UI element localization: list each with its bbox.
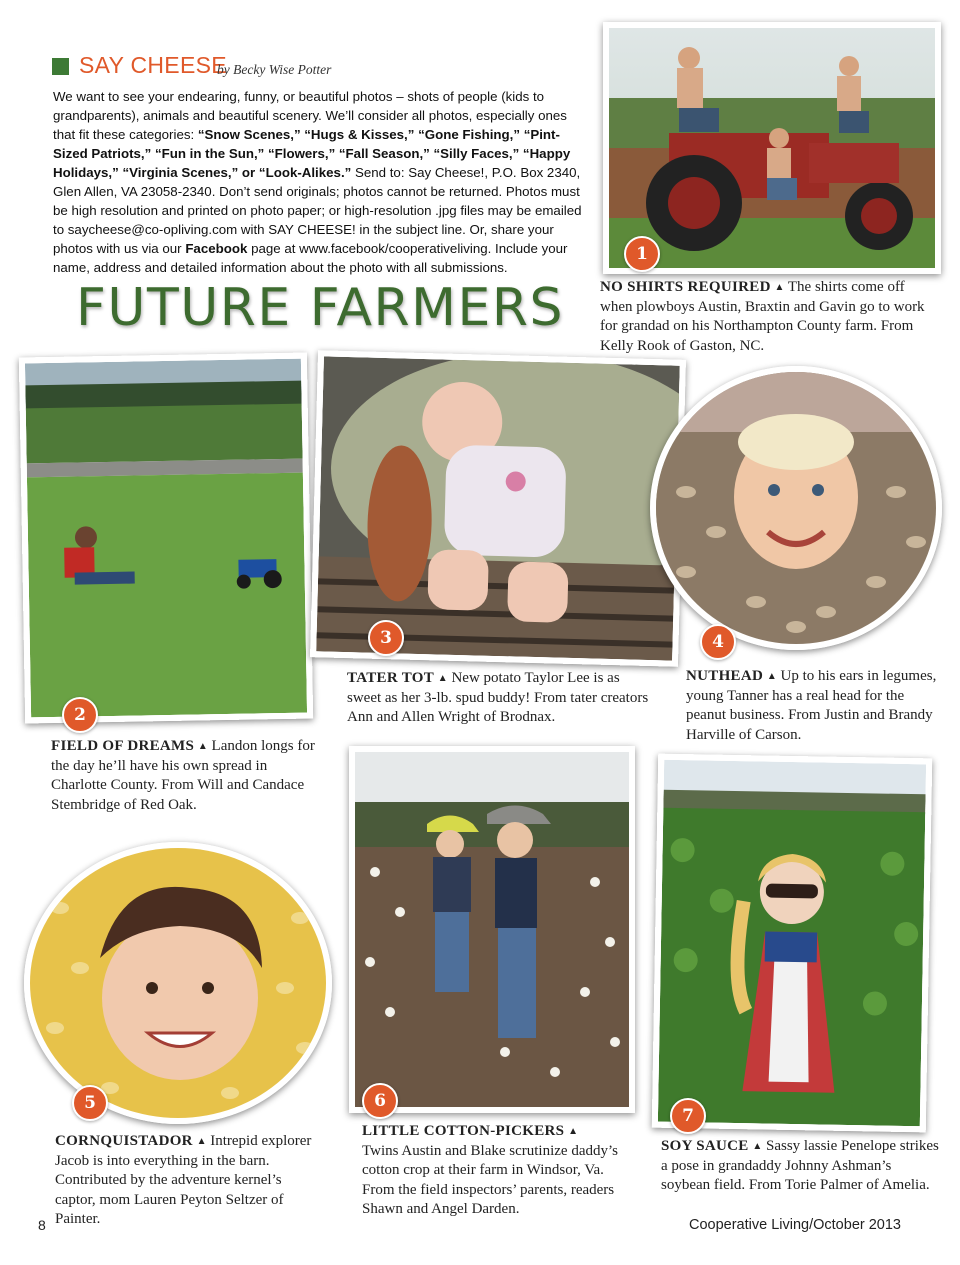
caption-7 (661, 1137, 943, 1196)
feature-headline: FUTURE FARMERS (76, 278, 565, 338)
caption-6 (362, 1122, 632, 1220)
photo-cornquistador (24, 842, 332, 1124)
caption-title: NUTHEAD (686, 668, 764, 684)
caption-text: Landon longs for the day he’ll have his own spread in Charlotte County. From Will and Candace Stembridge of Red Oak. (51, 738, 315, 813)
caption-text: Up to his ears in legumes, young Tanner has a real head for the peanut business. From Justin and Brandy Harville of Carson. (686, 668, 937, 743)
triangle-icon: ▲ (568, 1126, 578, 1137)
caption-title: NO SHIRTS REQUIRED (600, 279, 771, 295)
caption-title: TATER TOT (347, 670, 435, 686)
publication-footer: Cooperative Living/October 2013 (689, 1217, 901, 1233)
caption-4 (686, 667, 942, 745)
intro-text: We want to see your endearing, funny, or beautiful photos – shots of people (kids to grandparents), animals and beautiful scenery. We’ll consider all photos, especially ones that fit these categories: (53, 89, 567, 142)
photo-number-badge: 3 (368, 620, 404, 656)
caption-title: SOY SAUCE (661, 1138, 749, 1154)
intro-paragraph (53, 87, 588, 277)
section-marker-square (52, 58, 69, 75)
caption-text: The shirts come off when plowboys Austin, Braxtin and Gavin go to work for grandad on his Northampton County farm. From Kelly Rook of Gaston, NC. (600, 279, 925, 354)
caption-title: FIELD OF DREAMS (51, 738, 195, 754)
intro-text: page at www.facebook/cooperativeliving. Include your name, address and detailed information about the photo with all submissions. (53, 241, 568, 275)
caption-title: CORNQUISTADOR (55, 1133, 193, 1149)
triangle-icon: ▲ (197, 741, 208, 752)
triangle-icon: ▲ (437, 673, 448, 684)
photo-number-badge: 4 (700, 624, 736, 660)
caption-text: New potato Taylor Lee is as sweet as her 3-lb. spud buddy! From tater creators Ann and Allen Wright of Brodnax. (347, 670, 649, 725)
caption-text: Twins Austin and Blake scrutinize daddy’s cotton crop at their farm in Windsor, Va. From the field inspectors’ parents, readers Shawn and Angel Darden. (362, 1142, 618, 1217)
intro-categories: “Snow Scenes,” “Hugs & Kisses,” “Gone Fishing,” “Pint-Sized Patriots,” “Fun in the Sun,” “Flowers,” “Fall Season,” “Silly Faces,” “Happy Holidays,” “Virginia Scenes,” or “Look-Alikes.” (53, 127, 571, 180)
triangle-icon: ▲ (196, 1136, 207, 1147)
photo-tater-tot (310, 350, 686, 667)
caption-2 (51, 737, 323, 815)
intro-text: Send to: Say Cheese!, P.O. Box 2340, Glen Allen, VA 23058-2340. Don’t send originals; photos cannot be returned. Photos must be high resolution and printed on photo paper; or high-resolution .jpg files may be emailed to saycheese@co-opliving.com with SAY CHEESE! in the subject line. Or, share your photos with us via our (53, 165, 582, 256)
photo-number-badge: 2 (62, 697, 98, 733)
photo-number-badge: 6 (362, 1083, 398, 1119)
column-title: SAY CHEESE (79, 52, 227, 78)
photo-nuthead (650, 366, 942, 650)
photo-little-cotton-pickers (349, 746, 635, 1113)
caption-text: Intrepid explorer Jacob is into everything in the barn. Contributed by the adventure kernel’s captor, mom Lauren Peyton Seltzer of Painter. (55, 1133, 312, 1227)
triangle-icon: ▲ (774, 282, 785, 293)
photo-soy-sauce (652, 754, 932, 1133)
page-number: 8 (38, 1217, 46, 1233)
byline: by Becky Wise Potter (217, 62, 332, 77)
caption-text: Sassy lassie Penelope strikes a pose in grandaddy Johnny Ashman’s soybean field. From Torie Palmer of Amelia. (661, 1138, 939, 1193)
caption-3 (347, 669, 657, 728)
photo-number-badge: 1 (624, 236, 660, 272)
intro-facebook: Facebook (185, 241, 248, 256)
triangle-icon: ▲ (766, 671, 777, 682)
photo-tractor-boys (603, 22, 941, 274)
photo-number-badge: 5 (72, 1085, 108, 1121)
photo-number-badge: 7 (670, 1098, 706, 1134)
photo-field-of-dreams (19, 353, 313, 724)
caption-5 (55, 1132, 325, 1230)
caption-1 (600, 278, 935, 356)
caption-title: LITTLE COTTON-PICKERS (362, 1123, 565, 1139)
triangle-icon: ▲ (752, 1141, 763, 1152)
